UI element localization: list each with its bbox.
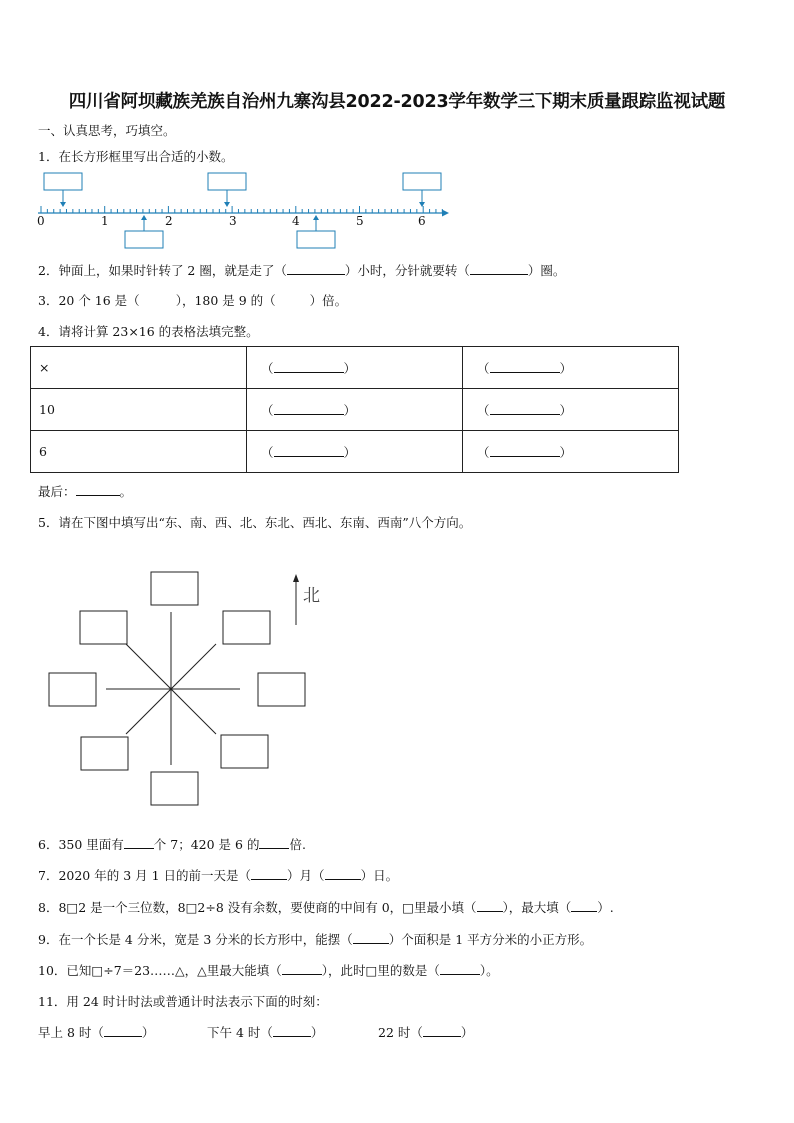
answer-blank[interactable] bbox=[571, 900, 597, 912]
direction-box bbox=[49, 673, 96, 706]
tick-label-4: 4 bbox=[292, 214, 300, 228]
table-row bbox=[31, 347, 679, 389]
page-title: 四川省阿坝藏族羌族自治州九寨沟县2022-2023学年数学三下期末质量跟踪监视试题 bbox=[68, 92, 726, 112]
table-row bbox=[31, 389, 679, 431]
direction-box bbox=[221, 735, 268, 768]
answer-box[interactable] bbox=[44, 173, 82, 190]
tick-label-2: 2 bbox=[165, 214, 173, 228]
question-7: 7．2020 年的 3 月 1 日的前一天是（ ）月（ ）日。 bbox=[38, 868, 399, 883]
question-3: 3．20 个 16 是（ ），180 是 9 的（ ）倍。 bbox=[38, 293, 348, 308]
table-cell[interactable]: （ ） bbox=[247, 347, 463, 389]
table-cell[interactable]: （ ） bbox=[463, 389, 679, 431]
answer-blank[interactable] bbox=[104, 1025, 142, 1037]
table-cell[interactable]: （ ） bbox=[463, 347, 679, 389]
table-cell: × bbox=[31, 347, 247, 389]
direction-box bbox=[81, 737, 128, 770]
answer-blank[interactable] bbox=[287, 263, 345, 275]
table-cell: 6 bbox=[31, 431, 247, 473]
answer-blank[interactable] bbox=[259, 837, 289, 849]
direction-box bbox=[151, 772, 198, 805]
tick-label-0: 0 bbox=[37, 214, 45, 228]
answer-blank[interactable] bbox=[470, 263, 528, 275]
question-9: 9．在一个长是 4 分米，宽是 3 分米的长方形中，能摆（ ）个面积是 1 平方分米的小正方形。 bbox=[38, 932, 593, 947]
section-heading: 一、认真思考，巧填空。 bbox=[38, 123, 176, 138]
question-4: 4．请将计算 23×16 的表格法填完整。 bbox=[38, 324, 259, 339]
question-5: 5．请在下图中填写出“东、南、西、北、东北、西北、东南、西南”八个方向。 bbox=[38, 515, 472, 530]
table-cell[interactable]: （ ） bbox=[247, 431, 463, 473]
direction-box bbox=[223, 611, 270, 644]
tick-label-3: 3 bbox=[229, 214, 237, 228]
direction-box bbox=[80, 611, 127, 644]
time-item-3: 22 时（ ） bbox=[378, 1025, 474, 1040]
tick-label-6: 6 bbox=[418, 214, 426, 228]
table-cell: 10 bbox=[31, 389, 247, 431]
final-answer: 最后： 。 bbox=[38, 484, 133, 499]
calc-table bbox=[30, 346, 679, 473]
answer-blank[interactable] bbox=[325, 868, 361, 880]
answer-blank[interactable] bbox=[251, 868, 287, 880]
answer-blank[interactable] bbox=[353, 932, 389, 944]
table-row bbox=[31, 431, 679, 473]
answer-blank[interactable] bbox=[423, 1025, 461, 1037]
answer-box[interactable] bbox=[125, 231, 163, 248]
answer-box[interactable] bbox=[297, 231, 335, 248]
direction-box bbox=[258, 673, 305, 706]
tick-label-1: 1 bbox=[101, 214, 109, 228]
question-6: 6．350 里面有 个 7；420 是 6 的 倍. bbox=[38, 837, 306, 852]
answer-blank[interactable] bbox=[282, 963, 322, 975]
time-item-2: 下午 4 时（ ） bbox=[207, 1025, 324, 1040]
tick-label-5: 5 bbox=[356, 214, 364, 228]
answer-box[interactable] bbox=[403, 173, 441, 190]
question-10: 10．已知□÷7＝23……△，△里最大能填（ ），此时□里的数是（ ）。 bbox=[38, 963, 499, 978]
answer-blank[interactable] bbox=[76, 484, 120, 496]
question-8: 8．8□2 是一个三位数，8□2÷8 没有余数，要使商的中间有 0，□里最小填（ ），最大填（ ）. bbox=[38, 900, 614, 915]
question-2: 2．钟面上，如果时针转了 2 圈，就是走了（ ）小时，分针就要转（ ）圈。 bbox=[38, 263, 566, 278]
axis-arrow bbox=[442, 210, 449, 217]
number-line bbox=[0, 0, 794, 260]
answer-box[interactable] bbox=[208, 173, 246, 190]
question-11: 11．用 24 时计时法或普通计时法表示下面的时刻： bbox=[38, 994, 328, 1009]
question-1: 1．在长方形框里写出合适的小数。 bbox=[38, 149, 234, 164]
answer-blank[interactable] bbox=[273, 1025, 311, 1037]
time-item-1: 早上 8 时（ ） bbox=[38, 1025, 155, 1040]
table-cell[interactable]: （ ） bbox=[247, 389, 463, 431]
answer-blank[interactable] bbox=[440, 963, 480, 975]
direction-box bbox=[151, 572, 198, 605]
north-label: 北 bbox=[303, 586, 320, 606]
answer-blank[interactable] bbox=[124, 837, 154, 849]
answer-blank[interactable] bbox=[477, 900, 503, 912]
table-cell[interactable]: （ ） bbox=[463, 431, 679, 473]
